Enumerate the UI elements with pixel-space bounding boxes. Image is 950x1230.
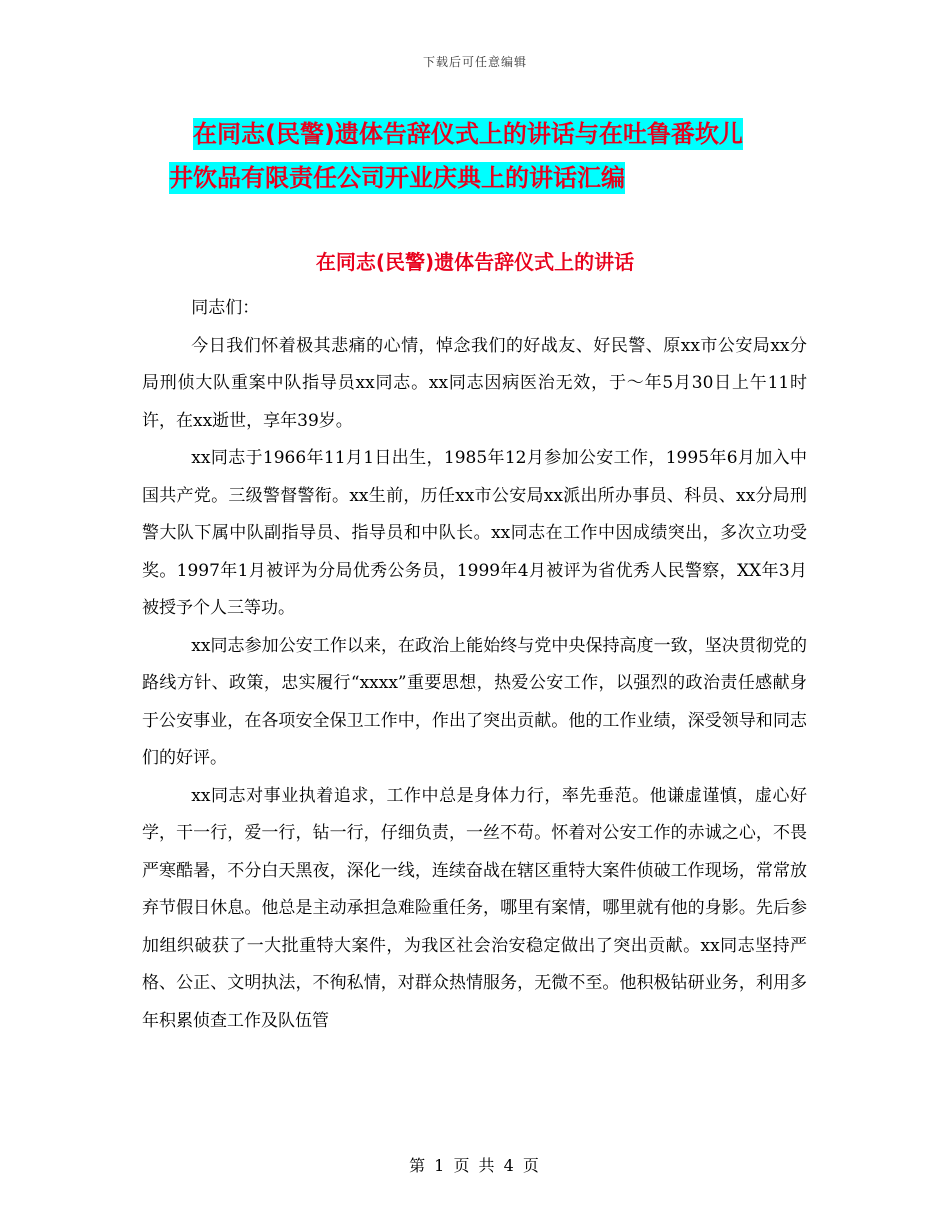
page-number: 第 1 页 共 4 页 <box>409 1156 541 1175</box>
paragraph: xx同志参加公安工作以来，在政治上能始终与党中央保持高度一致，坚决贯彻党的路线方针、政策，忠实履行“xxxx”重要思想，热爱公安工作，以强烈的政治责任感献身于公安事业，在各项安全保卫工作中，作出了突出贡献。他的工作业绩，深受领导和同志们的好评。 <box>142 635 807 768</box>
paragraph: 今日我们怀着极其悲痛的心情，悼念我们的好战友、好民警、原xx市公安局xx分局刑侦大队重案中队指导员xx同志。xx同志因病医治无效，于～年5月30日上午11时许，在xx逝世，享年39岁。 <box>142 335 807 431</box>
body-text <box>142 290 807 1040</box>
document-title <box>169 112 833 200</box>
title-line-2: 井饮品有限责任公司开业庆典上的讲话汇编 <box>169 164 625 192</box>
header-note: 下载后可任意编辑 <box>422 55 527 69</box>
paragraph: xx同志于1966年11月1日出生，1985年12月参加公安工作，1995年6月加入中国共产党。三级警督警衔。xx生前，历任xx市公安局xx派出所办事员、科员、xx分局刑警大队下属中队副指导员、指导员和中队长。xx同志在工作中因成绩突出，多次立功受奖。1997年1月被评为分局优秀公务员，1999年4月被评为省优秀人民警察，XX年3月被授予个人三等功。 <box>142 448 807 618</box>
title-line-1: 在同志(民警)遗体告辞仪式上的讲话与在吐鲁番坎儿 <box>193 120 743 148</box>
paragraph: xx同志对事业执着追求，工作中总是身体力行，率先垂范。他谦虚谨慎，虚心好学，干一行，爱一行，钻一行，仔细负责，一丝不苟。怀着对公安工作的赤诚之心，不畏严寒酷暑，不分白天黑夜，深化一线，连续奋战在辖区重特大案件侦破工作现场，常常放弃节假日休息。他总是主动承担急难险重任务，哪里有案情，哪里就有他的身影。先后参加组织破获了一大批重特大案件，为我区社会治安稳定做出了突出贡献。xx同志坚持严格、公正、文明执法，不徇私情，对群众热情服务，无微不至。他积极钻研业务，利用多年积累侦查工作及队伍管 <box>142 785 807 1031</box>
section-title: 在同志(民警)遗体告辞仪式上的讲话 <box>315 250 635 274</box>
paragraph-salutation: 同志们： <box>191 298 260 318</box>
